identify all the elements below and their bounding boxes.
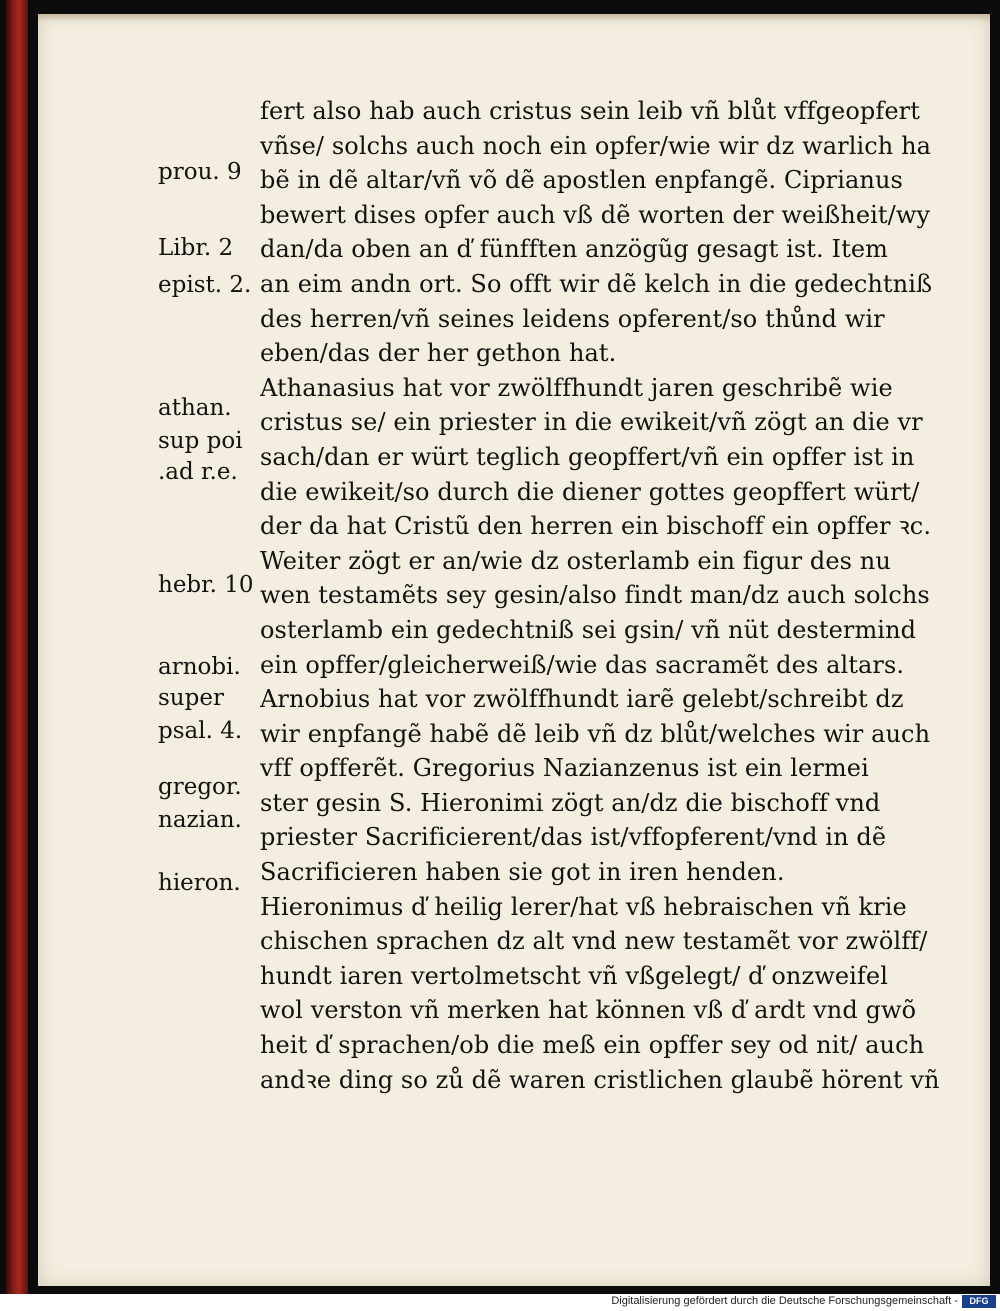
text-line: hundt iaren vertolmetscht vñ vßgelegt/ ď onzweifel xyxy=(260,961,888,990)
text-line: cristus se/ ein priester in die ewikeit/vñ zögt an die vr xyxy=(260,408,923,437)
text-line: vff opfferẽt. Gregorius Nazianzenus ist ein lermei xyxy=(260,754,869,783)
text-line: Arnobius hat vor zwölffhundt iarẽ gelebt/schreibt dz xyxy=(260,685,904,714)
text-line: sach/dan er würt teglich geopffert/vñ ein opffer ist in xyxy=(260,442,915,471)
text-line: wol verston vñ merken hat können vß ď ardt vnd gwõ xyxy=(260,996,917,1025)
margin-note: epist. 2. xyxy=(158,272,252,298)
text-line: ein opffer/gleicherweiß/wie das sacramẽt des altars. xyxy=(260,650,905,679)
margin-note: psal. 4. xyxy=(158,718,243,744)
dfg-logo: DFG xyxy=(962,1295,996,1308)
margin-note: nazian. xyxy=(158,807,242,833)
text-line: heit ď sprachen/ob die meß ein opffer sey od nit/ auch xyxy=(260,1031,925,1060)
text-line: wir enpfangẽ habẽ dẽ leib vñ dz blůt/welches wir auch xyxy=(260,719,931,748)
text-line: der da hat Cristũ den herren ein bischoff ein opffer ꝛc. xyxy=(260,512,932,541)
text-line: Hieronimus ď heilig lerer/hat vß hebraischen vñ krie xyxy=(260,892,907,921)
page-edge xyxy=(38,14,990,22)
text-line: bewert dises opfer auch vß dẽ worten der weißheit/wy xyxy=(260,200,931,229)
text-line: fert also hab auch cristus sein leib vñ blůt vffgeopfert xyxy=(260,97,920,125)
text-line: Sacrificieren haben sie got in iren henden. xyxy=(260,858,785,887)
margin-note: hieron. xyxy=(158,870,241,896)
body-text xyxy=(260,94,960,1097)
document-page xyxy=(38,14,990,1286)
text-line: die ewikeit/so durch die diener gottes geopffert würt/ xyxy=(260,477,920,506)
margin-note: .ad r.e. xyxy=(158,459,238,485)
text-line: osterlamb ein gedechtniß sei gsin/ vñ nüt destermind xyxy=(260,615,917,644)
text-line: andꝛe ding so zů dẽ waren cristlichen glaubẽ hörent vñ xyxy=(260,1065,940,1094)
margin-note: hebr. 10 xyxy=(158,572,254,598)
text-line: dan/da oben an ď fünfften anzögũg gesagt ist. Item xyxy=(260,235,888,264)
text-line: ster gesin S. Hieronimi zögt an/dz die bischoff vnd xyxy=(260,788,881,817)
margin-note: Libr. 2 xyxy=(158,235,234,261)
text-line: Athanasius hat vor zwölffhundt jaren geschribẽ wie xyxy=(260,373,893,402)
text-line: bẽ in dẽ altar/vñ võ dẽ apostlen enpfangẽ. Ciprianus xyxy=(260,166,903,195)
margin-note: super xyxy=(158,685,224,711)
footer-bar xyxy=(0,1294,1000,1311)
text-line: priester Sacrificierent/das ist/vffopferent/vnd in dẽ xyxy=(260,823,887,852)
text-line: des herren/vñ seines leidens opferent/so thůnd wir xyxy=(260,304,885,333)
margin-note: athan. xyxy=(158,395,232,421)
text-line: chischen sprachen dz alt vnd new testamẽt vor zwölff/ xyxy=(260,927,928,956)
text-line: eben/das der her gethon hat. xyxy=(260,339,617,368)
text-line: vñse/ solchs auch noch ein opfer/wie wir dz warlich ha xyxy=(260,131,932,160)
text-line: an eim andn ort. So offt wir dẽ kelch in die gedechtniß xyxy=(260,269,933,298)
text-line: wen testamẽts sey gesin/also findt man/dz auch solchs xyxy=(260,581,930,610)
margin-note: gregor. xyxy=(158,774,242,800)
margin-note: arnobi. xyxy=(158,654,241,680)
text-line: Weiter zögt er an/wie dz osterlamb ein figur des nu xyxy=(260,546,891,575)
margin-note: sup poi xyxy=(158,428,243,454)
footer-credit: Digitalisierung gefördert durch die Deutsche Forschungsgemeinschaft - xyxy=(611,1295,958,1307)
binding-strip xyxy=(6,0,28,1294)
margin-note: prou. 9 xyxy=(158,159,242,185)
